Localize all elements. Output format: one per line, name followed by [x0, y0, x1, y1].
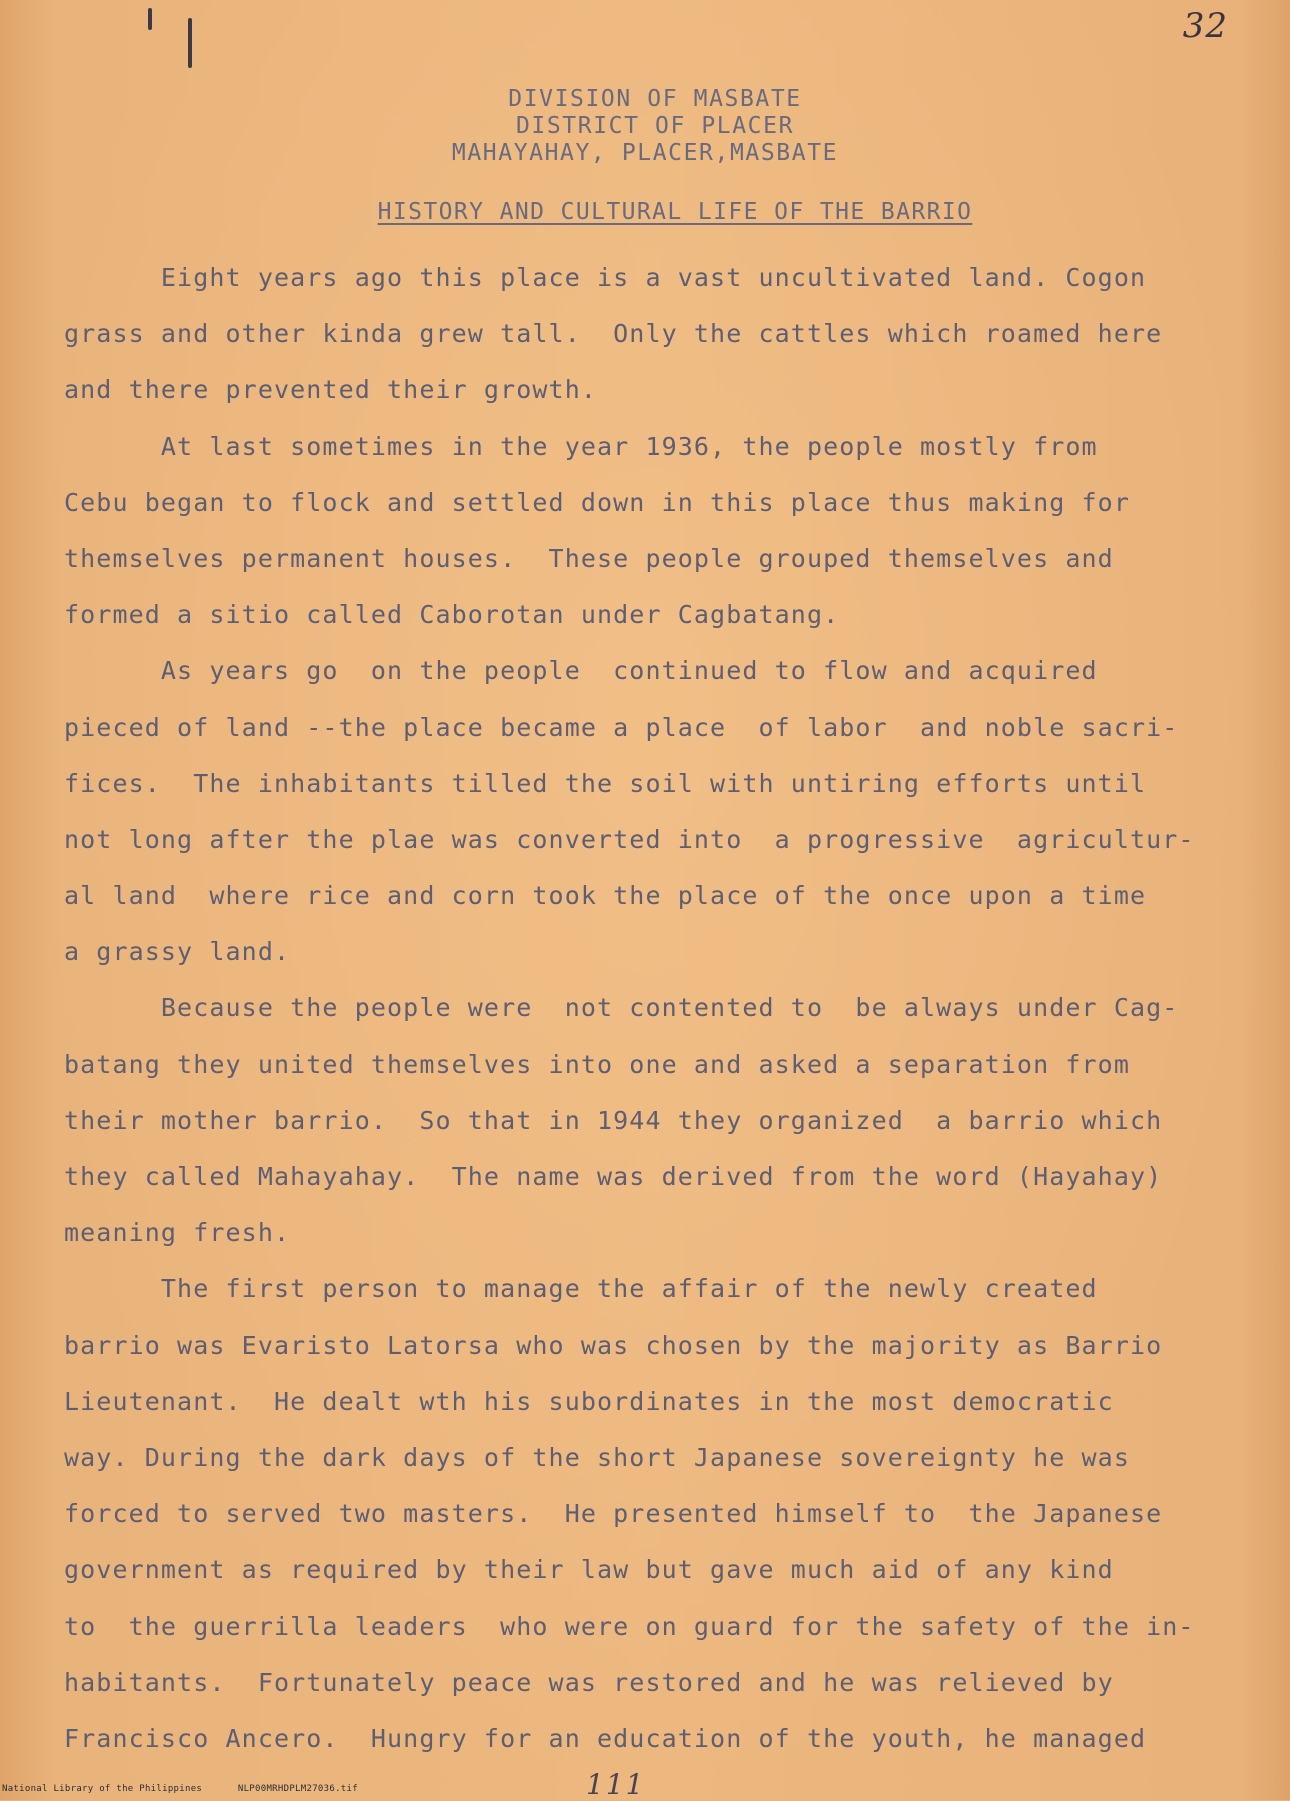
- scan-footer: [0, 1784, 358, 1794]
- body-line: As years go on the people continued to flow and acquired: [64, 656, 1098, 686]
- body-line: not long after the plae was converted into a progressive agricultur-: [64, 824, 1195, 854]
- margin-pen-mark: [148, 8, 152, 30]
- body-line: meaning fresh.: [64, 1218, 291, 1248]
- body-line: fices. The inhabitants tilled the soil with untiring efforts until: [64, 768, 1147, 798]
- page-number: 32: [1182, 6, 1228, 46]
- body-line: habitants. Fortunately peace was restored and he was relieved by: [64, 1667, 1114, 1697]
- body-line: to the guerrilla leaders who were on guard for the safety of the in-: [64, 1611, 1195, 1641]
- body-line: forced to served two masters. He presented himself to the Japanese: [64, 1499, 1163, 1529]
- body-line: al land where rice and corn took the place of the once upon a time: [64, 881, 1147, 911]
- body-line: grass and other kinda grew tall. Only the cattles which roamed here: [64, 319, 1163, 349]
- document-title-text: HISTORY AND CULTURAL LIFE OF THE BARRIO: [377, 199, 973, 225]
- body-line: a grassy land.: [64, 937, 291, 967]
- body-line: themselves permanent houses. These people grouped themselves and: [64, 543, 1114, 573]
- body-line: Francisco Ancero. Hungry for an education of the youth, he managed: [64, 1723, 1147, 1753]
- header-district: DISTRICT OF PLACER: [515, 113, 795, 139]
- footer-file-id: NLP00MRHDPLM27036.tif: [237, 1784, 358, 1794]
- body-line: and there prevented their growth.: [64, 375, 597, 405]
- body-line: they called Mahayahay. The name was derived from the word (Hayahay): [64, 1162, 1163, 1191]
- body-line: batang they united themselves into one and asked a separation from: [64, 1049, 1130, 1079]
- body-line: formed a sitio called Caborotan under Cagbatang.: [64, 600, 840, 630]
- document-body: [64, 250, 1244, 1767]
- body-line: barrio was Evaristo Latorsa who was chosen by the majority as Barrio: [64, 1330, 1163, 1360]
- body-line: their mother barrio. So that in 1944 they organized a barrio which: [64, 1105, 1163, 1135]
- body-line: The first person to manage the affair of the newly created: [64, 1274, 1098, 1304]
- header-division: DIVISION OF MASBATE: [508, 86, 802, 112]
- body-line: pieced of land --the place became a place of labor and noble sacri-: [64, 712, 1179, 742]
- body-line: Lieutenant. He dealt wth his subordinates in the most democratic: [64, 1386, 1114, 1416]
- body-line: Cebu began to flock and settled down in this place thus making for: [64, 487, 1130, 517]
- document-header: [0, 86, 1290, 167]
- margin-pen-mark: [188, 18, 192, 68]
- handwritten-page-mark: 111: [586, 1768, 646, 1801]
- header-barrio: MAHAYAHAY, PLACER,MASBATE: [451, 140, 839, 166]
- body-line: Eight years ago this place is a vast uncultivated land. Cogon: [64, 263, 1147, 292]
- body-line: At last sometimes in the year 1936, the people mostly from: [64, 431, 1098, 461]
- body-line: government as required by their law but gave much aid of any kind: [64, 1555, 1114, 1585]
- body-line: Because the people were not contented to be always under Cag-: [64, 993, 1179, 1023]
- document-title: [0, 199, 1290, 225]
- body-line: way. During the dark days of the short Japanese sovereignty he was: [64, 1442, 1130, 1472]
- footer-library-name: National Library of the Philippines: [2, 1784, 203, 1794]
